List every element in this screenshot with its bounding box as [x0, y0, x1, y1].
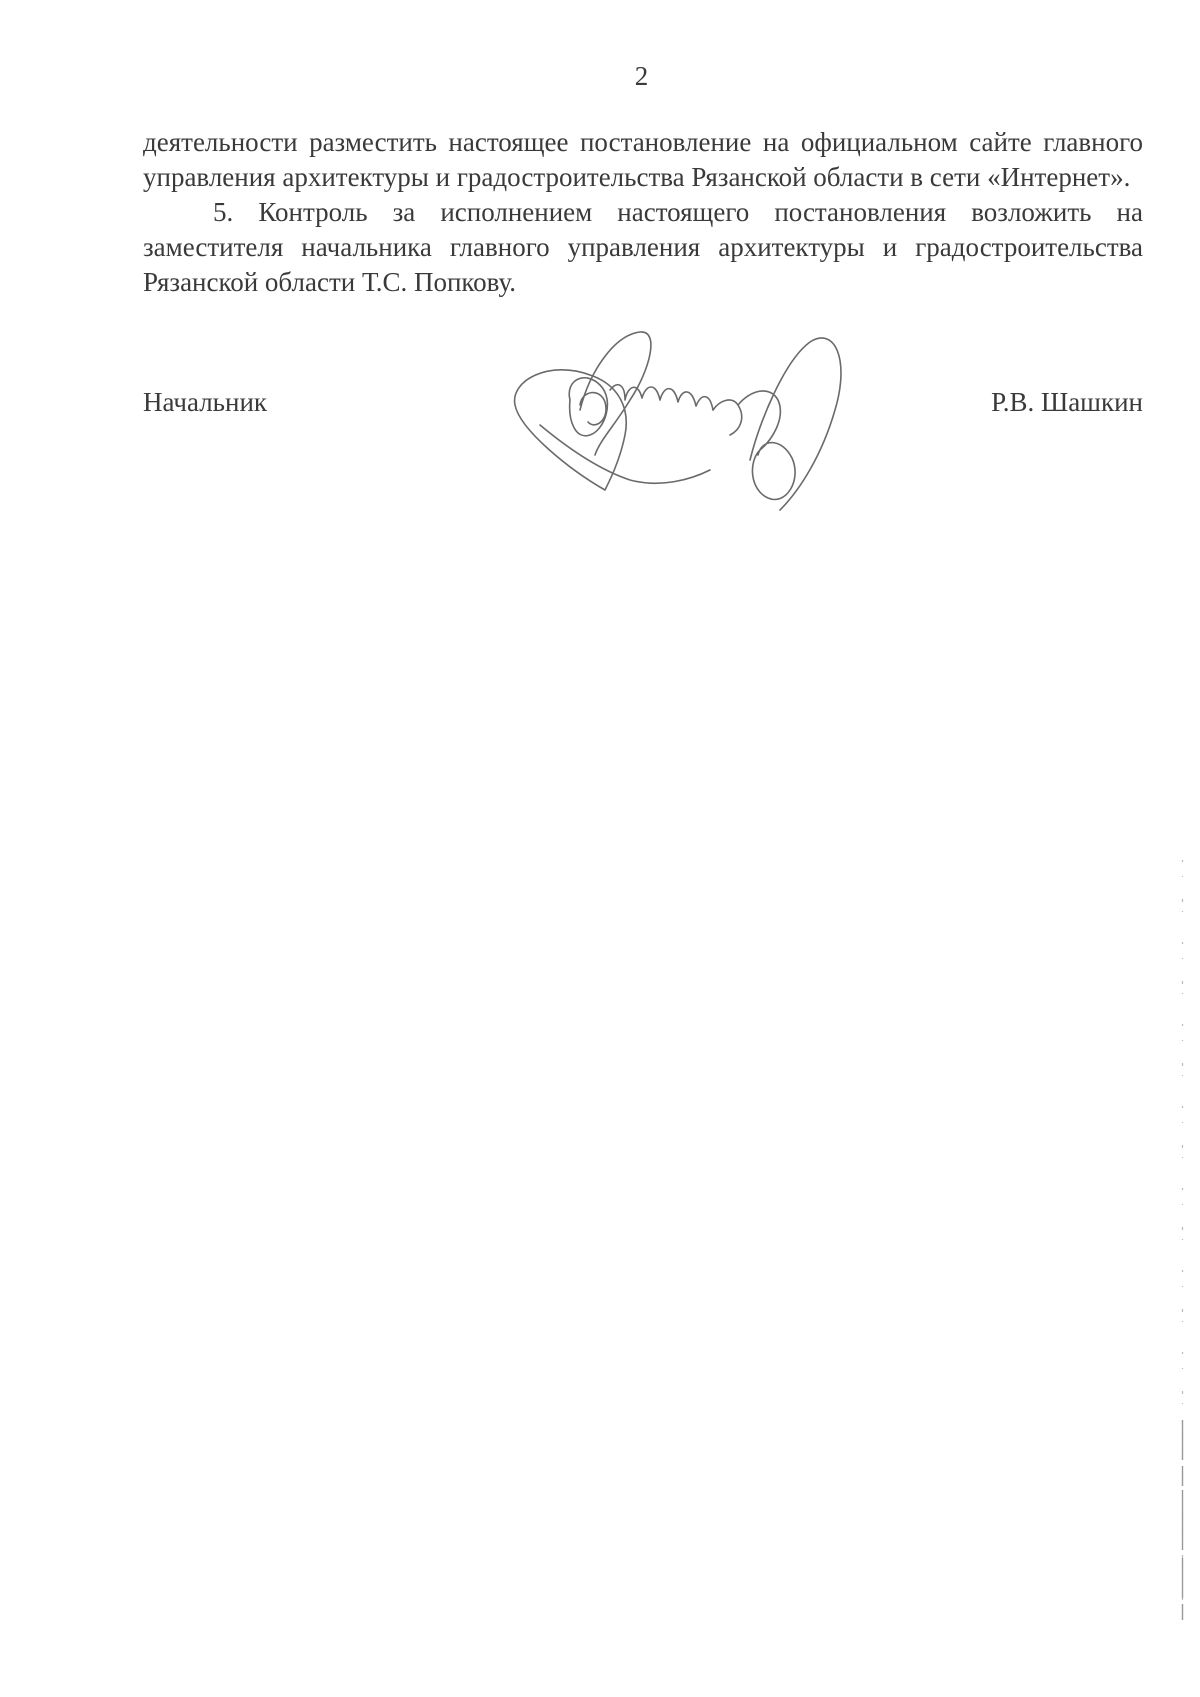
signer-name: Р.В. Шашкин: [991, 387, 1143, 417]
signature-block: [143, 385, 1143, 425]
paragraph-item-5: 5. Контроль за исполнением настоящего постановления возложить на заместителя начальника главного управления архитектуры и градостроительства Рязанской области Т.С. Попкову.: [143, 197, 1143, 297]
scan-edge-artifact: [1181, 860, 1184, 1620]
paragraph-continuation: деятельности разместить настоящее постановление на официальном сайте главного управления архитектуры и градостроительства Рязанской области в сети «Интернет».: [143, 127, 1143, 192]
document-body: [143, 125, 1143, 300]
handwritten-signature-icon: [510, 330, 890, 520]
signer-title: Начальник: [143, 387, 268, 417]
page-number: 2: [634, 61, 649, 91]
